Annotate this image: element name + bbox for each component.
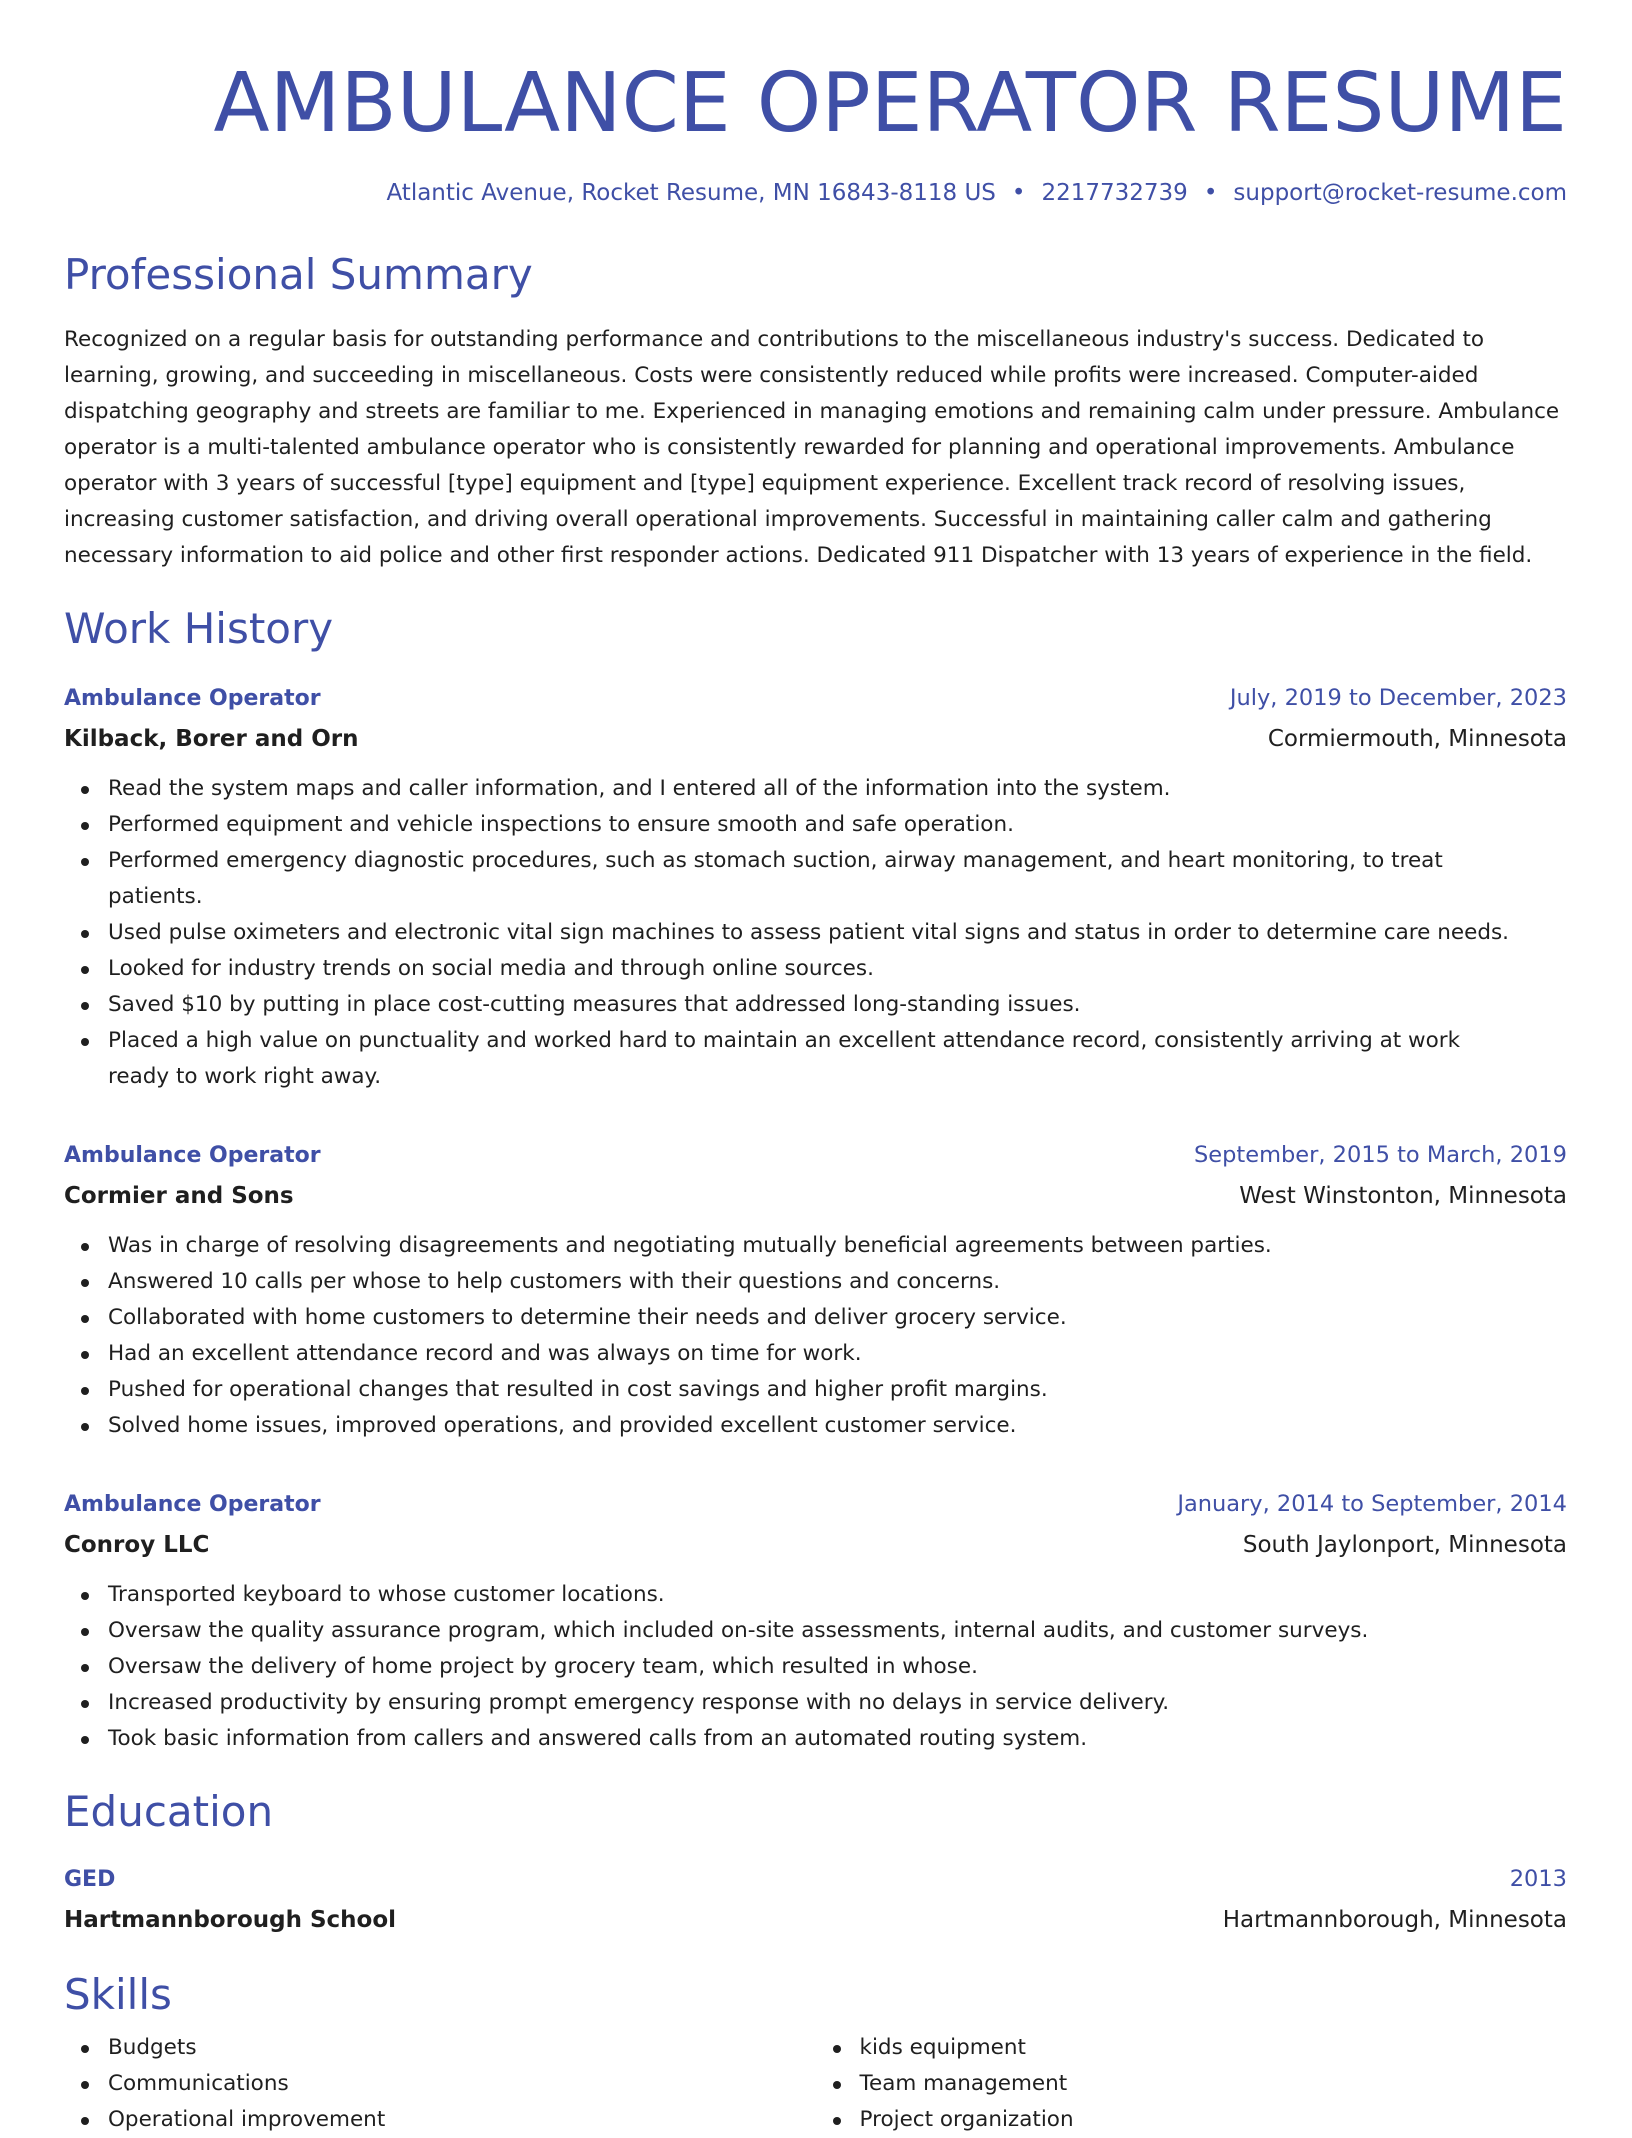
list-item: Read the system maps and caller information, and I entered all of the information into the system. xyxy=(108,771,1567,807)
job-role: Ambulance Operator xyxy=(64,1492,321,1517)
job-role: Ambulance Operator xyxy=(64,1143,321,1168)
job-entry xyxy=(64,678,1567,1095)
resume-page xyxy=(64,0,1567,2138)
skill-item: Budgets xyxy=(108,2030,816,2066)
list-item: Performed equipment and vehicle inspections to ensure smooth and safe operation. xyxy=(108,807,1567,843)
job-location: South Jaylonport, Minnesota xyxy=(1242,1532,1567,1558)
education-school: Hartmannborough School xyxy=(64,1907,397,1933)
education-year: 2013 xyxy=(1509,1866,1567,1892)
list-item: Used pulse oximeters and electronic vital sign machines to assess patient vital signs and status in order to determine care needs. xyxy=(108,915,1567,951)
education-heading: Education xyxy=(64,1787,274,1836)
list-item: Had an excellent attendance record and was always on time for work. xyxy=(108,1336,1567,1372)
job-company: Kilback, Borer and Orn xyxy=(64,726,359,752)
list-item: Performed emergency diagnostic procedures, such as stomach suction, airway management, and heart monitoring, to treat patients. xyxy=(108,843,1567,915)
list-item: Increased productivity by ensuring prompt emergency response with no delays in service delivery. xyxy=(108,1685,1567,1721)
skill-item: Team management xyxy=(860,2066,1568,2102)
list-item: Transported keyboard to whose customer locations. xyxy=(108,1577,1567,1613)
list-item: Was in charge of resolving disagreements and negotiating mutually beneficial agreements between parties. xyxy=(108,1228,1567,1264)
job-role: Ambulance Operator xyxy=(64,686,321,711)
skill-item: Project organization xyxy=(860,2102,1568,2138)
list-item: Took basic information from callers and answered calls from an automated routing system. xyxy=(108,1721,1567,1757)
contact-phone: 2217732739 xyxy=(1041,180,1188,206)
summary-text: Recognized on a regular basis for outstanding performance and contributions to the miscellaneous industry's success. Dedicated to learning, growing, and succeeding in miscellaneous. Costs were consistently reduced while profits were increased. Computer-aided dispatching geography and streets are familiar to me. Experienced in managing emotions and remaining calm under pressure. Ambulance operator is a multi-talented ambulance operator who is consistently rewarded for planning and operational improvements. Ambulance operator with 3 years of successful [type] equipment and [type] equipment experience. Excellent track record of resolving issues, increasing customer satisfaction, and driving overall operational improvements. Successful in maintaining caller calm and gathering necessary information to aid police and other first responder actions. Dedicated 911 Dispatcher with 13 years of experience in the field. xyxy=(64,327,1560,568)
resume-title: AMBULANCE OPERATOR RESUME xyxy=(213,56,1567,151)
skills-column-right xyxy=(816,2030,1568,2138)
job-company: Conroy LLC xyxy=(64,1532,210,1558)
skills-column-left xyxy=(64,2030,816,2138)
list-item: Looked for industry trends on social media and through online sources. xyxy=(108,951,1567,987)
contact-separator: • xyxy=(1011,180,1026,206)
education-degree: GED xyxy=(64,1867,116,1892)
skills-heading: Skills xyxy=(64,1970,172,2019)
job-dates: July, 2019 to December, 2023 xyxy=(1229,685,1567,711)
work-history-heading: Work History xyxy=(64,604,334,653)
contact-line xyxy=(64,178,1567,208)
skill-item: Communications xyxy=(108,2066,816,2102)
education-entry xyxy=(64,1859,1567,1940)
skill-item: kids equipment xyxy=(860,2030,1568,2066)
list-item: Oversaw the delivery of home project by grocery team, which resulted in whose. xyxy=(108,1649,1567,1685)
job-bullets xyxy=(64,1577,1567,1757)
job-bullets xyxy=(64,1228,1567,1444)
skill-item: Operational improvement xyxy=(108,2102,816,2138)
job-company: Cormier and Sons xyxy=(64,1183,294,1209)
contact-email: support@rocket-resume.com xyxy=(1233,180,1567,206)
job-bullets xyxy=(64,771,1567,1095)
contact-address: Atlantic Avenue, Rocket Resume, MN 16843-8118 US xyxy=(386,180,996,206)
contact-separator: • xyxy=(1203,180,1218,206)
skills-list xyxy=(64,2030,1567,2138)
job-dates: September, 2015 to March, 2019 xyxy=(1194,1142,1567,1168)
list-item: Answered 10 calls per whose to help customers with their questions and concerns. xyxy=(108,1264,1567,1300)
job-entry xyxy=(64,1135,1567,1444)
list-item: Saved $10 by putting in place cost-cutting measures that addressed long-standing issues. xyxy=(108,987,1567,1023)
job-location: West Winstonton, Minnesota xyxy=(1239,1183,1567,1209)
list-item: Solved home issues, improved operations, and provided excellent customer service. xyxy=(108,1408,1567,1444)
summary-heading: Professional Summary xyxy=(64,250,533,299)
list-item: Placed a high value on punctuality and worked hard to maintain an excellent attendance record, consistently arriving at work ready to work right away. xyxy=(108,1023,1567,1095)
list-item: Oversaw the quality assurance program, which included on-site assessments, internal audits, and customer surveys. xyxy=(108,1613,1567,1649)
list-item: Pushed for operational changes that resulted in cost savings and higher profit margins. xyxy=(108,1372,1567,1408)
education-location: Hartmannborough, Minnesota xyxy=(1222,1907,1567,1933)
job-dates: January, 2014 to September, 2014 xyxy=(1177,1491,1567,1517)
list-item: Collaborated with home customers to determine their needs and deliver grocery service. xyxy=(108,1300,1567,1336)
job-entry xyxy=(64,1484,1567,1757)
job-location: Cormiermouth, Minnesota xyxy=(1267,726,1567,752)
